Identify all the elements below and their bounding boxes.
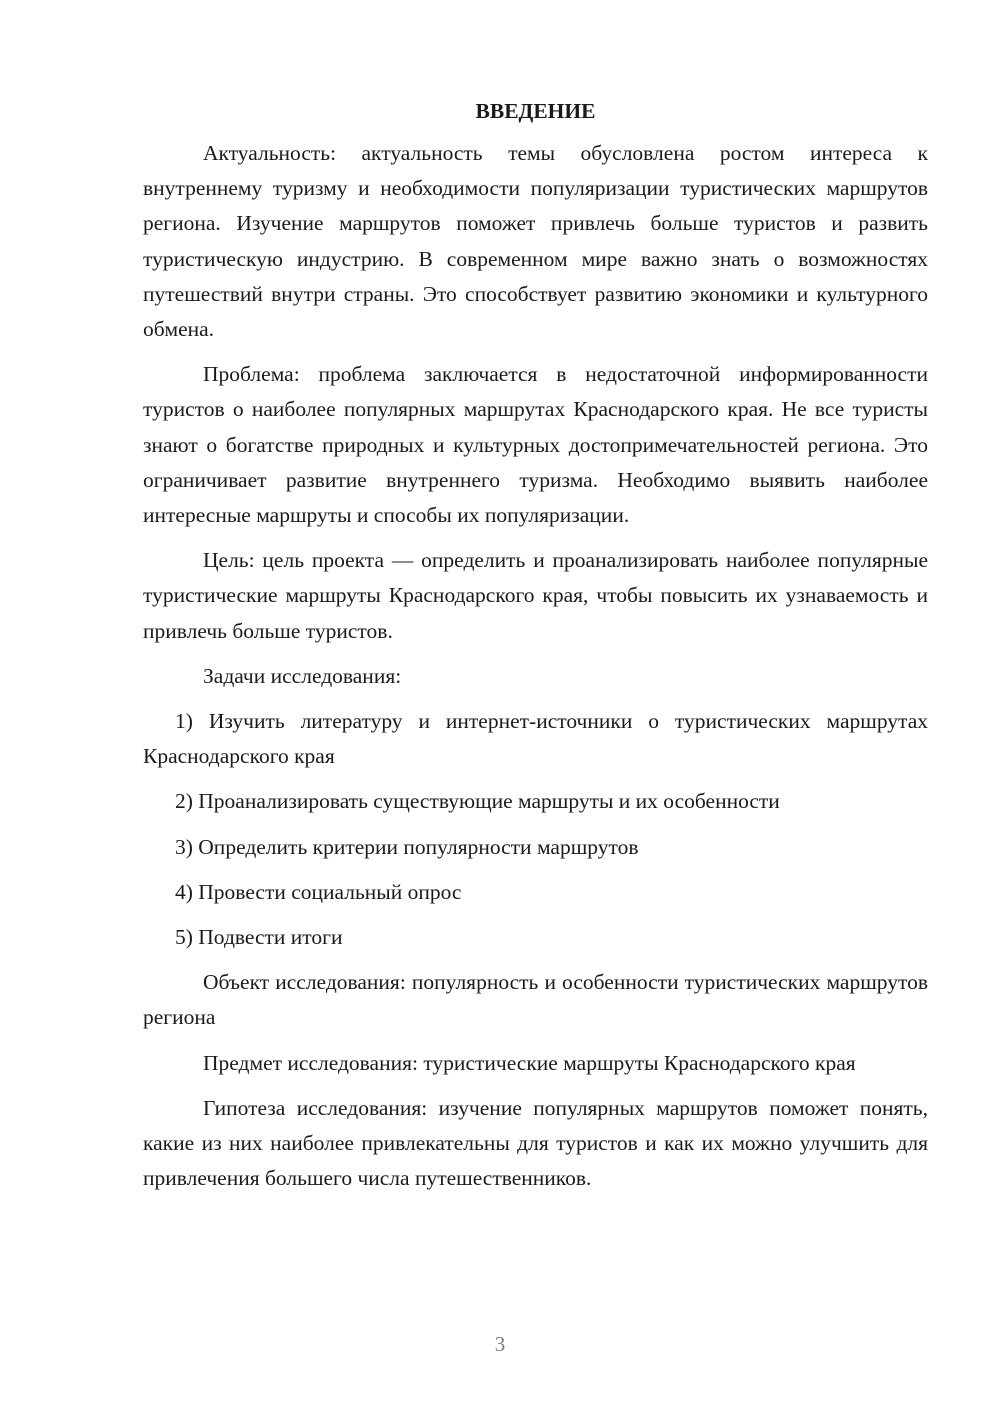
document-page: [143, 95, 928, 1206]
goal-paragraph: Цель: цель проекта — определить и проанализировать наиболее популярные туристические маршруты Краснодарского края, чтобы повысить их узнаваемость и привлечь больше туристов.: [143, 548, 928, 643]
hypothesis-paragraph: Гипотеза исследования: изучение популярных маршрутов поможет понять, какие из них наиболее привлекательны для туристов и как их можно улучшить для привлечения большего числа путешественников.: [143, 1095, 928, 1191]
relevance-paragraph: Актуальность: актуальность темы обусловлена ростом интереса к внутреннему туризму и необходимости популяризации туристических маршрутов региона. Изучение маршрутов поможет привлечь больше туристов и развить туристическую индустрию. В современном мире важно знать о возможностях путешествий внутри страны. Это способствует развитию экономики и культурного обмена.: [143, 141, 928, 342]
tasks-intro: Задачи исследования:: [203, 663, 402, 688]
task-item: 1) Изучить литературу и интернет-источники о туристических маршрутах Краснодарского края: [143, 709, 928, 769]
task-item: 3) Определить критерии популярности маршрутов: [175, 834, 639, 859]
page-number: 3: [494, 1332, 506, 1356]
task-item: 2) Проанализировать существующие маршруты и их особенности: [175, 789, 780, 814]
object-paragraph: Объект исследования: популярность и особенности туристических маршрутов региона: [143, 970, 928, 1030]
tasks-list: [143, 704, 928, 955]
problem-paragraph: Проблема: проблема заключается в недостаточной информированности туристов о наиболее популярных маршрутах Краснодарского края. Не все туристы знают о богатстве природных и культурных достопримечательностей региона. Это ограничивает развитие внутреннего туризма. Необходимо выявить наиболее интересные маршруты и способы их популяризации.: [143, 362, 928, 528]
task-item: 4) Провести социальный опрос: [175, 879, 462, 904]
section-heading: ВВЕДЕНИЕ: [475, 99, 596, 123]
subject-paragraph: Предмет исследования: туристические маршруты Краснодарского края: [203, 1050, 856, 1075]
task-item: 5) Подвести итоги: [175, 925, 343, 950]
